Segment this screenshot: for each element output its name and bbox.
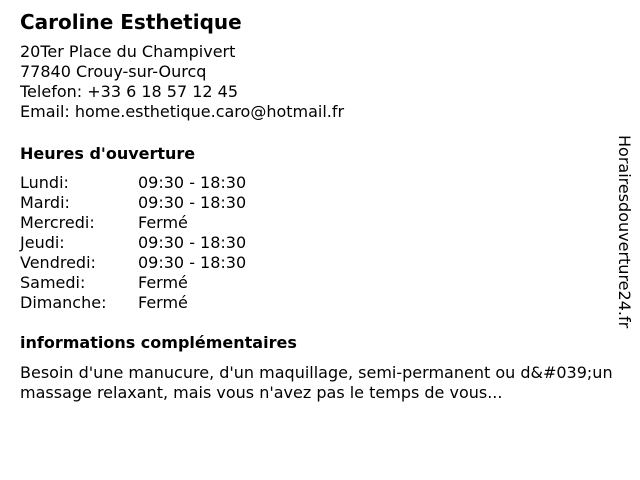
hours-value: 09:30 - 18:30 <box>138 233 247 252</box>
hours-value: 09:30 - 18:30 <box>138 253 247 272</box>
hours-day: Dimanche: <box>20 293 107 312</box>
hours-day: Lundi: <box>20 173 69 192</box>
phone-line: Telefon: +33 6 18 57 12 45 <box>20 82 239 101</box>
hours-row-mercredi <box>20 213 615 233</box>
hours-table <box>20 173 615 313</box>
hours-day: Mardi: <box>20 193 70 212</box>
email-line: Email: home.esthetique.caro@hotmail.fr <box>20 102 345 121</box>
address-line-2: 77840 Crouy-sur-Ourcq <box>20 62 207 81</box>
hours-value: Fermé <box>138 213 188 232</box>
info-text: Besoin d'une manucure, d'un maquillage, semi-permanent ou d&#039;un massage relaxant, mais vous n'avez pas le temps de vous... <box>20 363 613 402</box>
hours-title: Heures d'ouverture <box>20 144 196 163</box>
hours-row-lundi <box>20 173 615 193</box>
hours-row-jeudi <box>20 233 615 253</box>
hours-day: Mercredi: <box>20 213 95 232</box>
hours-row-dimanche <box>20 293 615 313</box>
hours-row-vendredi <box>20 253 615 273</box>
business-card <box>20 10 615 403</box>
hours-day: Jeudi: <box>20 233 65 252</box>
hours-day: Vendredi: <box>20 253 96 272</box>
hours-value: Fermé <box>138 293 188 312</box>
hours-value: Fermé <box>138 273 188 292</box>
hours-value: 09:30 - 18:30 <box>138 173 247 192</box>
hours-row-samedi <box>20 273 615 293</box>
hours-row-mardi <box>20 193 615 213</box>
business-name: Caroline Esthetique <box>20 10 242 34</box>
info-title: informations complémentaires <box>20 333 297 352</box>
address-line-1: 20Ter Place du Champivert <box>20 42 236 61</box>
site-watermark: Horairesdouverture24.fr <box>615 135 634 329</box>
hours-value: 09:30 - 18:30 <box>138 193 247 212</box>
hours-day: Samedi: <box>20 273 86 292</box>
